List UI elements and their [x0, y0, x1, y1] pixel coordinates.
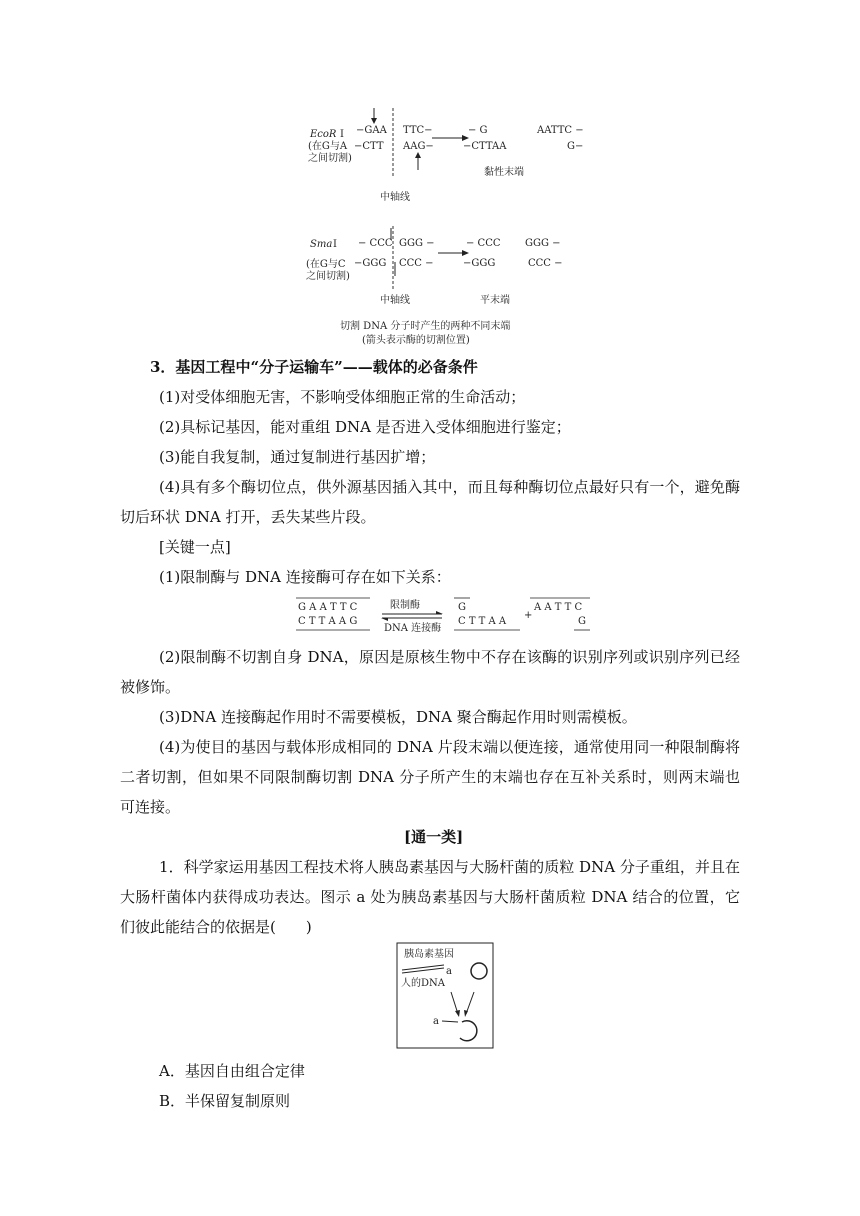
insulin-plasmid-figure: [396, 942, 496, 1052]
figure-caption-2: (箭头表示酶的切割位置): [362, 335, 470, 346]
right-bottom-strand: G: [578, 616, 586, 627]
left-top-strand: G A A T T C: [298, 602, 358, 613]
arrow-from-plasmid: [466, 992, 474, 1014]
axis-label-2: 中轴线: [380, 295, 410, 306]
label-a-bottom: a: [433, 1016, 439, 1027]
enzyme-top-label: 限制酶: [390, 600, 420, 611]
restriction-cut-diagram: [270, 100, 600, 350]
seq-ttc: TTC−: [403, 125, 433, 136]
smai-note-1: (在G与C: [306, 259, 346, 270]
question-1-line-2: 大肠杆菌体内获得成功表达。图示 a 处为胰岛素基因与大肠杆菌质粒 DNA 结合的位置，它: [120, 888, 740, 906]
section-3-item-4-line-2: 切后环状 DNA 打开，丢失某些片段。: [120, 508, 376, 526]
cut-gene-tail: [442, 1021, 458, 1022]
section-3-heading: 3．基因工程中“分子运输车”——载体的必备条件: [150, 358, 478, 376]
ecori-roman: I: [340, 129, 344, 140]
seq-ctt: −CTT: [354, 141, 384, 152]
option-a[interactable]: A．基因自由组合定律: [159, 1062, 305, 1080]
section-3-item-1: (1)对受体细胞无害，不影响受体细胞正常的生命活动；: [159, 388, 526, 406]
question-1-line-3: 们彼此能结合的依据是( ): [120, 918, 312, 936]
seq-ccc-2: CCC −: [399, 258, 434, 269]
seq-g1: − G: [468, 125, 488, 136]
question-1-line-1: 1．科学家运用基因工程技术将人胰岛素基因与大肠杆菌的质粒 DNA 分子重组，并且在: [159, 858, 740, 876]
ecori-top-arrowhead: [371, 118, 377, 124]
seq-ccc-3: − CCC: [466, 238, 501, 249]
opened-plasmid: [460, 1021, 477, 1041]
seq-ggg-4: GGG −: [525, 238, 561, 249]
sticky-end-label: 黏性末端: [484, 167, 524, 178]
enzyme-relation-diagram: [290, 594, 600, 636]
seq-ggg-1: −GGG: [354, 258, 387, 269]
section-3-item-4-line-1: (4)具有多个酶切位点，供外源基因插入其中，而且每种酶切位点最好只有一个，避免酶: [159, 478, 740, 496]
section-3-item-3: (3)能自我复制，通过复制进行基因扩增；: [159, 448, 436, 466]
plasmid-circle: [471, 963, 487, 979]
keypoint-2-line-1: (2)限制酶不切割自身 DNA，原因是原核生物中不存在该酶的识别序列或识别序列已经: [159, 648, 740, 666]
mid-bottom-strand: C T T A A: [458, 616, 507, 627]
keypoint-4-line-1: (4)为使目的基因与载体形成相同的 DNA 片段末端以便连接，通常使用同一种限制酶将: [159, 738, 740, 756]
smai-roman: I: [333, 239, 337, 250]
keypoint-2-line-2: 被修饰。: [120, 678, 181, 696]
seq-aag: AAG−: [403, 141, 434, 152]
section-3-item-2: (2)具标记基因，能对重组 DNA 是否进入受体细胞进行鉴定；: [159, 418, 571, 436]
practice-header: [通一类]: [404, 828, 464, 846]
seq-ccc-1: − CCC: [358, 238, 393, 249]
enzyme-bottom-label: DNA 连接酶: [384, 623, 442, 634]
blunt-end-label: 平末端: [480, 295, 510, 306]
ecori-note-2: 之间切割): [308, 153, 352, 164]
seq-ccc-4: CCC −: [528, 258, 563, 269]
keypoint-3: (3)DNA 连接酶起作用时不需要模板，DNA 聚合酶起作用时则需模板。: [159, 708, 637, 726]
seq-gaa: −GAA: [356, 125, 387, 136]
arrow-from-plasmid-head: [464, 1010, 468, 1017]
plus-sign: +: [524, 610, 533, 621]
seq-aattc: AATTC −: [537, 125, 584, 136]
label-a-top: a: [446, 966, 452, 977]
keypoint-4-line-2: 二者切割，但如果不同限制酶切割 DNA 分子所产生的末端也存在互补关系时，则两末端也: [120, 768, 740, 786]
ecori-label: EcoR: [310, 129, 337, 140]
keypoint-1: (1)限制酶与 DNA 连接酶可存在如下关系：: [159, 568, 451, 586]
smai-note-2: 之间切割): [306, 271, 350, 282]
seq-ggg-2: GGG −: [399, 238, 435, 249]
axis-label-1: 中轴线: [380, 192, 410, 203]
seq-cttaa: −CTTAA: [463, 141, 507, 152]
smai-label: Sma: [310, 239, 333, 250]
figure-caption-1: 切割 DNA 分子时产生的两种不同末端: [340, 321, 511, 332]
left-bottom-strand: C T T A A G: [298, 616, 358, 627]
ecori-bottom-arrowhead: [415, 152, 421, 158]
insulin-gene-label: 胰岛素基因: [404, 949, 454, 960]
option-b[interactable]: B．半保留复制原则: [159, 1092, 291, 1110]
arrow-from-gene-head: [455, 1010, 460, 1017]
ecori-note-1: (在G与A: [308, 141, 348, 152]
right-top-strand: A A T T C: [534, 602, 583, 613]
keypoint-label: [关键一点]: [159, 538, 231, 556]
seq-ggg-3: −GGG: [463, 258, 496, 269]
human-dna-label: 人的DNA: [401, 978, 445, 989]
seq-g2: G−: [567, 141, 584, 152]
smai-result-arrowhead: [462, 250, 469, 256]
mid-top-strand: G: [458, 602, 466, 613]
keypoint-4-line-3: 可连接。: [120, 798, 181, 816]
